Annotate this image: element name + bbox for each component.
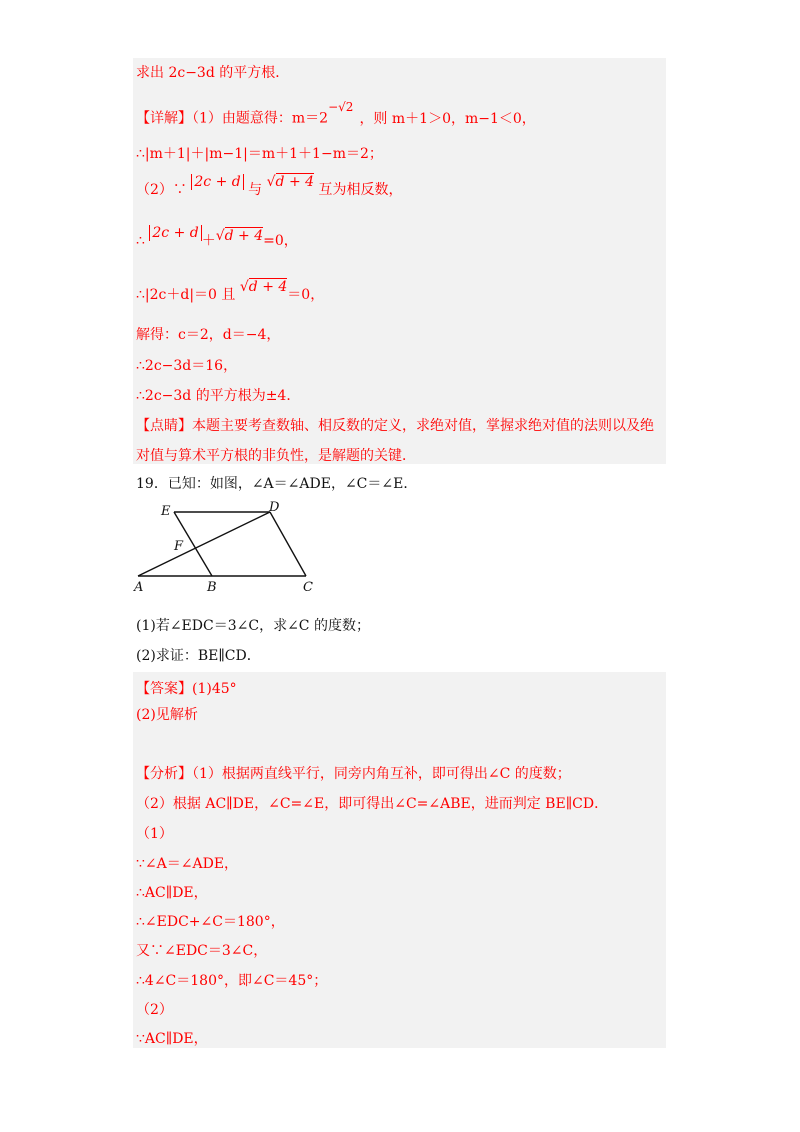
sqrt-expression: √d + 4 [215, 228, 264, 244]
abs-expression: 2c + d [191, 174, 243, 190]
plus-sign: ＋ [201, 233, 216, 249]
label-D: D [269, 500, 280, 515]
equals-zero: =0， [263, 233, 298, 249]
analysis-line: 【分析】（1）根据两直线平行，同旁内角互补，即可得出∠C 的度数； [136, 766, 571, 782]
detail-cont: ，则 m＋1＞0，m−1＜0， [359, 110, 536, 127]
pointer-note-line-1: 【点睛】本题主要考查数轴、相反数的定义，求绝对值，掌握求绝对值的法则以及绝 [136, 418, 654, 434]
exponent: −√2 [328, 100, 354, 114]
answer-line [136, 680, 237, 698]
detail-label: 【详解】（1）由题意得：m＝2 [136, 110, 329, 127]
label-F: F [174, 539, 184, 554]
sqrt-radicand: d + 4 [248, 279, 288, 295]
condition-text: ∴|2c＋d|＝0 且 [136, 287, 236, 303]
connector-text: 与 [248, 182, 263, 198]
formula-prefix: （2）∵ [136, 182, 187, 198]
formula-suffix: 互为相反数， [318, 182, 403, 198]
analysis-line: ∴4∠C＝180°，即∠C＝45°； [136, 973, 328, 989]
detail-line-1 [136, 100, 536, 128]
sqrt-radicand: d + 4 [275, 174, 315, 190]
equals-zero: ＝0， [287, 287, 325, 303]
therefore-sign: ∴ [136, 233, 145, 249]
text-line-formula [136, 174, 403, 199]
label-E: E [161, 504, 171, 519]
analysis-line: ∴AC∥DE， [136, 885, 208, 901]
pointer-note-line-2: 对值与算术平方根的非负性，是解题的关键． [136, 448, 416, 464]
question-part-1: (1)若∠EDC＝3∠C，求∠C 的度数； [136, 618, 370, 634]
analysis-line: ∵∠A＝∠ADE， [136, 856, 239, 872]
analysis-line: （1） [136, 826, 173, 842]
text-line: 解得：c＝2，d＝−4， [136, 327, 281, 343]
label-A: A [134, 580, 144, 595]
label-C: C [303, 580, 313, 595]
text-line-formula [136, 225, 298, 250]
text-line: 求出 2c−3d 的平方根． [136, 65, 290, 81]
answer-value-2: (2)见解析 [136, 707, 198, 723]
analysis-line: （2）根据 AC∥DE，∠C=∠E，即可得出∠C=∠ABE，进而判定 BE∥CD． [136, 796, 609, 812]
analysis-line: ∴∠EDC+∠C＝180°， [136, 914, 285, 930]
sqrt-expression: √d + 4 [266, 174, 315, 190]
text-line: ∴2c−3d＝16， [136, 358, 238, 374]
answer-label: 【答案】 [136, 681, 192, 697]
label-B: B [207, 580, 217, 595]
analysis-line: ∵AC∥DE， [136, 1031, 208, 1047]
text-line: ∴|m＋1|＋|m−1|＝m＋1＋1−m＝2； [136, 146, 383, 162]
abs-expression: 2c + d [149, 225, 201, 241]
sqrt-radicand: d + 4 [224, 228, 264, 244]
question-part-2: (2)求证：BE∥CD． [136, 648, 261, 664]
question-stem: 19．已知：如图，∠A＝∠ADE，∠C＝∠E． [136, 476, 418, 492]
analysis-line: （2） [136, 1002, 173, 1018]
geometry-figure [130, 497, 330, 597]
sqrt-expression: √d + 4 [239, 279, 288, 295]
answer-value-1: (1)45° [192, 681, 237, 697]
analysis-line: 又∵∠EDC＝3∠C， [136, 943, 268, 959]
text-line-formula [136, 279, 325, 304]
text-line: ∴2c−3d 的平方根为±4． [136, 388, 301, 404]
